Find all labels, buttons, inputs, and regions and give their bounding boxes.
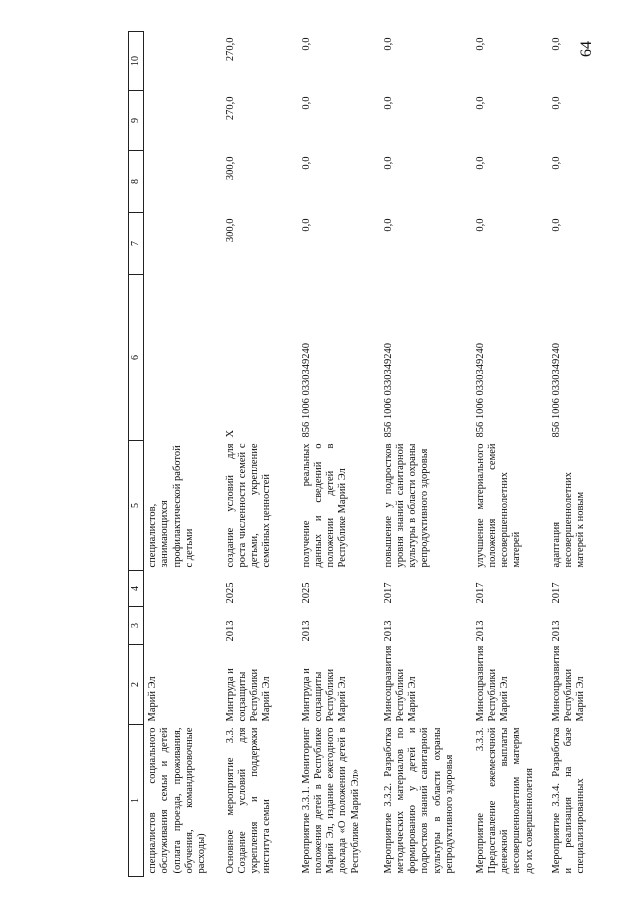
amount-col7: 300,0 [224,218,236,243]
budget-code: 856 1006 0330349240 [474,343,486,438]
end-year: 2017 [474,582,486,604]
start-year: 2013 [550,620,562,642]
expected-result: адаптация несовершеннолетних матерей к новым [550,472,587,568]
amount-col7 [144,213,222,275]
measure-name: Мероприятие 3.3.3. Предоставление ежемесячной денежной выплаты несовершеннолетним матерям до их совершеннолетия [474,727,535,874]
end-year: 2025 [224,582,236,604]
budget-code: 856 1006 0330349240 [550,343,562,438]
amount-col8: 0,0 [300,156,312,170]
col-header-7: 7 [129,213,144,275]
amount-col10: 270,0 [224,37,236,62]
budget-code: 856 1006 0330349240 [382,343,394,438]
executor: Минсоцразвития Республики Марий Эл [474,645,511,722]
expected-result: создание условий для роста численности семей с детьми, укрепление семейных ценностей [224,443,273,568]
amount-col9: 0,0 [550,96,562,110]
start-year [144,607,222,645]
expected-result: получение реальных данных и сведений о положении детей в Республике Марий Эл [300,443,349,568]
amount-col8: 0,0 [382,156,394,170]
rotated-table-container [128,32,633,877]
budget-code: 856 1006 0330349240 [300,343,312,438]
expected-result: специалистов, занимающихся профилактической работой с детьми [147,445,195,568]
measure-name: Мероприятие 3.3.4. Разработка и реализация на базе специализированных [550,727,587,874]
amount-col9: 270,0 [224,96,236,121]
amount-col9: 0,0 [474,96,486,110]
program-table [128,31,597,877]
executor: Минтруда и соцзащиты Республики Марий Эл [300,668,349,722]
table-row [298,32,380,877]
table-row [144,32,222,877]
col-header-8: 8 [129,151,144,213]
amount-col10 [144,32,222,91]
start-year: 2013 [382,620,394,642]
amount-col10: 0,0 [550,37,562,51]
executor: Минтруда и соцзащиты Республики Марий Эл [224,668,273,722]
amount-col7: 0,0 [300,218,312,232]
start-year: 2013 [474,620,486,642]
col-header-5: 5 [129,441,144,571]
start-year: 2013 [300,620,312,642]
measure-name: Мероприятие 3.3.1. Мониторинг положения детей в Республике Марий Эл, издание ежегодного доклада «О положении детей в Республике Марий Эл» [300,727,361,874]
amount-col9: 0,0 [300,96,312,110]
amount-col8: 0,0 [550,156,562,170]
col-header-3: 3 [129,607,144,645]
amount-col9 [144,91,222,151]
end-year: 2017 [382,582,394,604]
col-header-10: 10 [129,32,144,91]
col-header-6: 6 [129,275,144,441]
page-number: 64 [578,41,595,57]
amount-col7: 0,0 [550,218,562,232]
col-header-4: 4 [129,571,144,607]
executor: Минсоцразвития Республики Марий Эл [550,645,587,722]
end-year: 2025 [300,582,312,604]
table-row [472,32,548,877]
amount-col8: 0,0 [474,156,486,170]
table-row [222,32,298,877]
amount-col8: 300,0 [224,156,236,181]
budget-code: X [224,429,236,438]
executor: Минсоцразвития Республики Марий Эл [382,645,419,722]
amount-col10: 0,0 [300,37,312,51]
start-year: 2013 [224,620,236,642]
amount-col10: 0,0 [382,37,394,51]
column-number-header [129,32,144,877]
executor: Марий Эл [147,676,158,722]
measure-name: Основное мероприятие 3.3. Создание условий для укрепления и поддержки института семьи [224,727,273,874]
measure-name: Мероприятие 3.3.2. Разработка методических материалов по формированию у детей и подростков знаний санитарной культуры в области охраны репродуктивного здоровья [382,727,455,874]
col-header-2: 2 [129,645,144,725]
col-header-9: 9 [129,91,144,151]
budget-code [144,275,222,441]
amount-col9: 0,0 [382,96,394,110]
expected-result: улучшение материального положения семей несовершеннолетних матерей [474,443,523,568]
measure-name: специалистов социального обслуживания семьи и детей (оплата проезда, проживания, обучения, командировочные расходы) [147,727,208,874]
expected-result: повышение у подростков уровня знаний санитарной культуры в области охраны репродуктивного здоровья [382,443,431,568]
table-row [548,32,598,877]
amount-col7: 0,0 [382,218,394,232]
end-year [144,571,222,607]
end-year: 2017 [550,582,562,604]
amount-col7: 0,0 [474,218,486,232]
amount-col10: 0,0 [474,37,486,51]
col-header-1: 1 [129,725,144,877]
amount-col8 [144,151,222,213]
table-row [380,32,472,877]
